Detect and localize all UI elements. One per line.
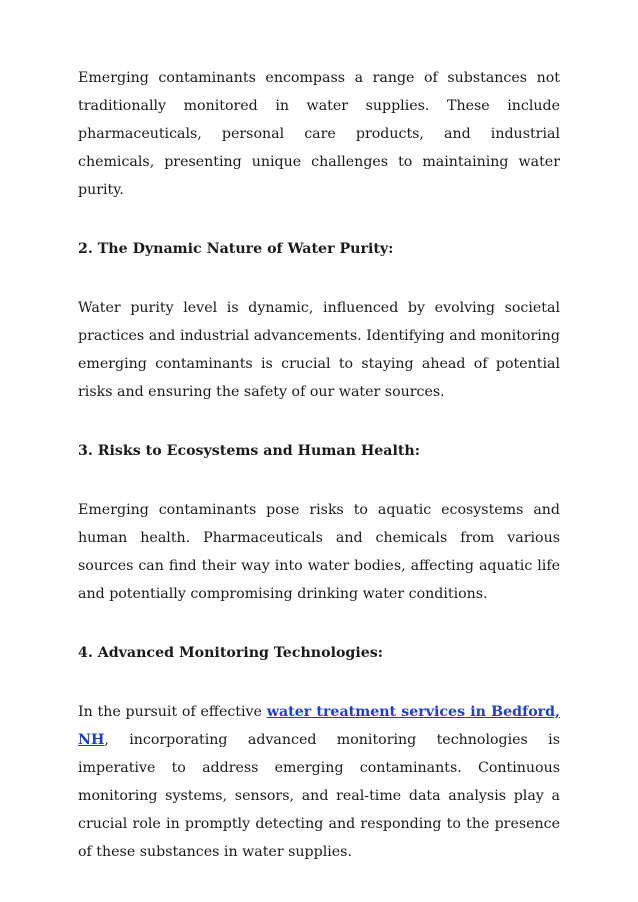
section-4-heading: 4. Advanced Monitoring Technologies:	[78, 645, 383, 661]
section-3-heading: 3. Risks to Ecosystems and Human Health:	[78, 443, 420, 459]
section-2-paragraph: Water purity level is dynamic, influenced by evolving societal practices and industrial advancements. Identifying and monitoring emerging contaminants is crucial to staying ahead of potential risks and ensuring the safety of our water sources.	[78, 300, 560, 400]
section-4-text-after-link: , incorporating advanced monitoring technologies is imperative to address emerging contaminants. Continuous monitoring systems, sensors, and real-time data analysis play a crucial role in promptly detecting and responding to the presence of these substances in water supplies.	[78, 732, 560, 860]
section-4-paragraph	[78, 698, 560, 866]
section-4-text-before-link: In the pursuit of effective	[78, 704, 267, 720]
section-3-paragraph: Emerging contaminants pose risks to aquatic ecosystems and human health. Pharmaceuticals and chemicals from various sources can find their way into water bodies, affecting aquatic life and potentially compromising drinking water conditions.	[78, 502, 560, 602]
section-2-heading: 2. The Dynamic Nature of Water Purity:	[78, 241, 394, 257]
intro-paragraph: Emerging contaminants encompass a range of substances not traditionally monitored in water supplies. These include pharmaceuticals, personal care products, and industrial chemicals, presenting unique challenges to maintaining water purity.	[78, 70, 560, 198]
water-treatment-services-link[interactable]: water treatment services in Bedford, NH	[78, 704, 560, 748]
